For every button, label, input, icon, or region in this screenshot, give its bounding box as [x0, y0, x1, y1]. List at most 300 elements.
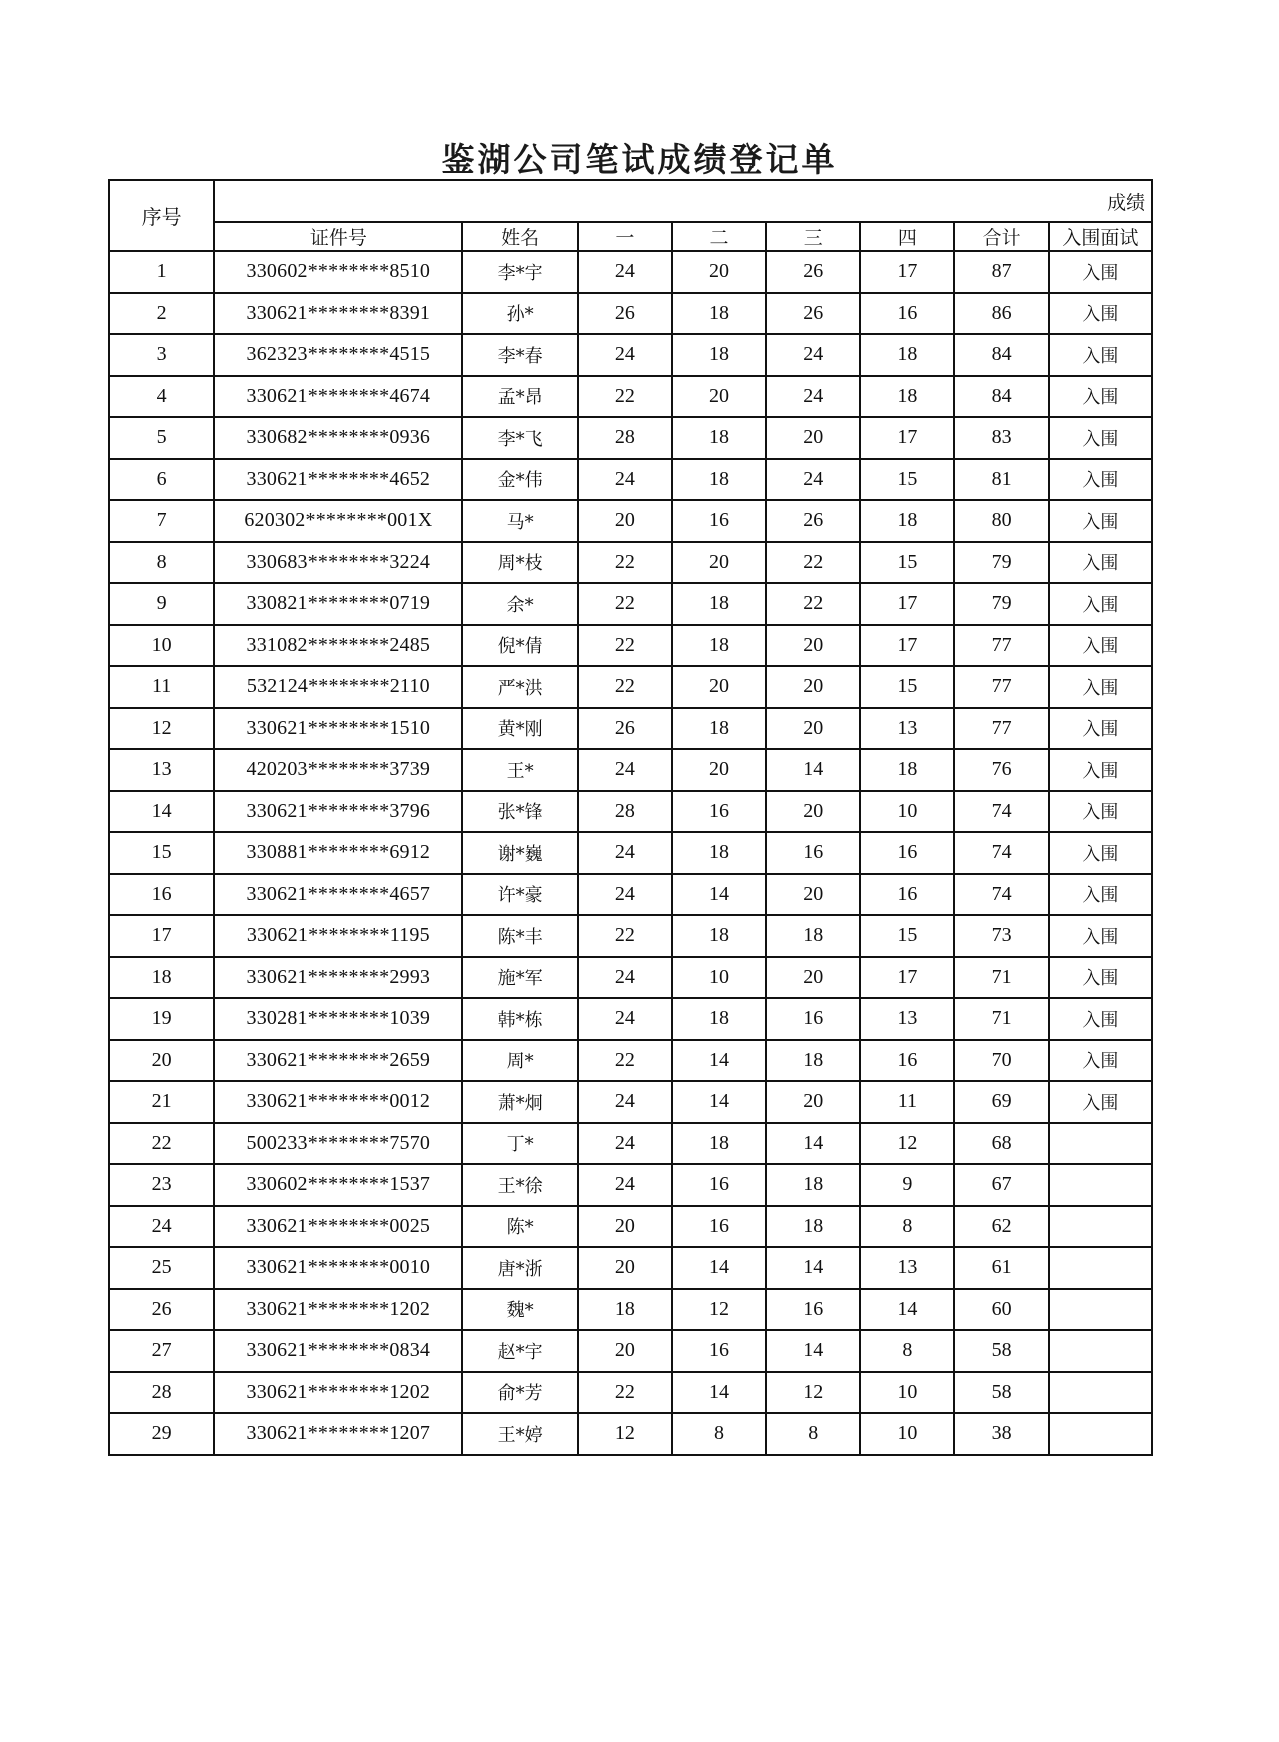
cell-q4: 8 [860, 1330, 954, 1372]
cell-q2: 16 [672, 791, 766, 833]
cell-q2: 14 [672, 1040, 766, 1082]
cell-total: 79 [954, 583, 1048, 625]
header-q3: 三 [766, 222, 860, 251]
cell-q1: 26 [578, 293, 672, 335]
cell-id: 330621********8391 [214, 293, 462, 335]
cell-q4: 17 [860, 625, 954, 667]
cell-q4: 12 [860, 1123, 954, 1165]
table-row [109, 1289, 1152, 1331]
cell-seq: 4 [109, 376, 214, 418]
cell-q1: 28 [578, 417, 672, 459]
cell-q1: 24 [578, 1081, 672, 1123]
cell-q2: 14 [672, 1372, 766, 1414]
cell-total: 79 [954, 542, 1048, 584]
cell-seq: 13 [109, 749, 214, 791]
document-title: 鉴湖公司笔试成绩登记单 [441, 140, 838, 179]
table-row [109, 749, 1152, 791]
table-row [109, 1372, 1152, 1414]
cell-q1: 12 [578, 1413, 672, 1455]
cell-seq: 12 [109, 708, 214, 750]
cell-seq: 23 [109, 1164, 214, 1206]
cell-q4: 18 [860, 334, 954, 376]
cell-q1: 22 [578, 915, 672, 957]
cell-name: 孟*昂 [462, 376, 577, 418]
cell-seq: 17 [109, 915, 214, 957]
cell-q2: 18 [672, 417, 766, 459]
cell-q3: 20 [766, 957, 860, 999]
cell-total: 71 [954, 998, 1048, 1040]
cell-total: 81 [954, 459, 1048, 501]
cell-q4: 16 [860, 832, 954, 874]
cell-id: 330621********3796 [214, 791, 462, 833]
table-row [109, 915, 1152, 957]
cell-name: 许*豪 [462, 874, 577, 916]
cell-total: 69 [954, 1081, 1048, 1123]
cell-status [1049, 1413, 1152, 1455]
cell-seq: 7 [109, 500, 214, 542]
cell-status: 入围 [1049, 957, 1152, 999]
cell-total: 77 [954, 625, 1048, 667]
cell-id: 620302********001X [214, 500, 462, 542]
cell-q3: 20 [766, 417, 860, 459]
cell-status [1049, 1289, 1152, 1331]
cell-q3: 24 [766, 459, 860, 501]
cell-id: 330621********4652 [214, 459, 462, 501]
table-row [109, 1040, 1152, 1082]
cell-id: 330621********0012 [214, 1081, 462, 1123]
cell-total: 77 [954, 666, 1048, 708]
cell-q4: 9 [860, 1164, 954, 1206]
table-row [109, 1330, 1152, 1372]
cell-name: 严*洪 [462, 666, 577, 708]
cell-q2: 18 [672, 583, 766, 625]
cell-seq: 21 [109, 1081, 214, 1123]
cell-status [1049, 1164, 1152, 1206]
header-score-group-label: 成绩 [1107, 191, 1146, 214]
cell-q4: 14 [860, 1289, 954, 1331]
cell-total: 68 [954, 1123, 1048, 1165]
table-row [109, 666, 1152, 708]
cell-q1: 24 [578, 251, 672, 293]
cell-name: 黄*刚 [462, 708, 577, 750]
cell-q1: 22 [578, 625, 672, 667]
cell-q1: 20 [578, 500, 672, 542]
header-total: 合计 [954, 222, 1048, 251]
cell-total: 80 [954, 500, 1048, 542]
cell-q4: 18 [860, 500, 954, 542]
cell-name: 赵*宇 [462, 1330, 577, 1372]
cell-id: 330621********4657 [214, 874, 462, 916]
cell-seq: 11 [109, 666, 214, 708]
cell-status: 入围 [1049, 874, 1152, 916]
cell-q3: 26 [766, 293, 860, 335]
cell-q3: 8 [766, 1413, 860, 1455]
cell-q1: 22 [578, 1372, 672, 1414]
cell-q4: 13 [860, 998, 954, 1040]
cell-q2: 10 [672, 957, 766, 999]
cell-total: 84 [954, 334, 1048, 376]
table-row [109, 1081, 1152, 1123]
cell-id: 330281********1039 [214, 998, 462, 1040]
cell-name: 孙* [462, 293, 577, 335]
cell-q2: 16 [672, 500, 766, 542]
cell-q3: 22 [766, 583, 860, 625]
cell-q4: 17 [860, 251, 954, 293]
cell-status: 入围 [1049, 749, 1152, 791]
cell-q2: 20 [672, 376, 766, 418]
cell-q1: 24 [578, 459, 672, 501]
cell-q2: 14 [672, 1247, 766, 1289]
cell-q3: 18 [766, 1206, 860, 1248]
cell-total: 74 [954, 832, 1048, 874]
header-seq: 序号 [109, 180, 214, 251]
cell-id: 330621********0025 [214, 1206, 462, 1248]
cell-seq: 27 [109, 1330, 214, 1372]
cell-id: 330602********1537 [214, 1164, 462, 1206]
cell-q3: 14 [766, 1123, 860, 1165]
cell-q3: 18 [766, 1040, 860, 1082]
cell-seq: 8 [109, 542, 214, 584]
cell-seq: 1 [109, 251, 214, 293]
cell-q4: 15 [860, 666, 954, 708]
cell-q1: 22 [578, 1040, 672, 1082]
cell-q2: 18 [672, 998, 766, 1040]
cell-q3: 24 [766, 376, 860, 418]
cell-name: 唐*浙 [462, 1247, 577, 1289]
cell-name: 王*婷 [462, 1413, 577, 1455]
cell-q2: 18 [672, 334, 766, 376]
cell-q4: 17 [860, 583, 954, 625]
cell-name: 金*伟 [462, 459, 577, 501]
table-row [109, 1413, 1152, 1455]
cell-q1: 18 [578, 1289, 672, 1331]
table-row [109, 293, 1152, 335]
score-table [108, 179, 1153, 1456]
cell-q4: 17 [860, 417, 954, 459]
cell-q1: 24 [578, 832, 672, 874]
cell-q3: 20 [766, 1081, 860, 1123]
cell-q1: 20 [578, 1247, 672, 1289]
table-row [109, 998, 1152, 1040]
cell-seq: 28 [109, 1372, 214, 1414]
cell-q3: 18 [766, 915, 860, 957]
cell-status: 入围 [1049, 1040, 1152, 1082]
cell-status [1049, 1247, 1152, 1289]
header-name: 姓名 [462, 222, 577, 251]
cell-q3: 14 [766, 1247, 860, 1289]
table-row [109, 583, 1152, 625]
cell-id: 330621********0010 [214, 1247, 462, 1289]
cell-id: 330602********8510 [214, 251, 462, 293]
cell-id: 330621********1202 [214, 1372, 462, 1414]
cell-q2: 14 [672, 874, 766, 916]
cell-q2: 14 [672, 1081, 766, 1123]
cell-id: 330621********2993 [214, 957, 462, 999]
cell-q1: 22 [578, 583, 672, 625]
cell-status: 入围 [1049, 542, 1152, 584]
cell-q4: 10 [860, 791, 954, 833]
cell-name: 萧*炯 [462, 1081, 577, 1123]
header-q4: 四 [860, 222, 954, 251]
cell-q2: 18 [672, 1123, 766, 1165]
cell-q3: 16 [766, 998, 860, 1040]
cell-q3: 24 [766, 334, 860, 376]
cell-id: 330881********6912 [214, 832, 462, 874]
cell-q2: 20 [672, 251, 766, 293]
cell-total: 87 [954, 251, 1048, 293]
table-row [109, 542, 1152, 584]
cell-q2: 16 [672, 1164, 766, 1206]
cell-q1: 22 [578, 542, 672, 584]
cell-q4: 10 [860, 1372, 954, 1414]
cell-q3: 20 [766, 708, 860, 750]
cell-status: 入围 [1049, 791, 1152, 833]
cell-total: 61 [954, 1247, 1048, 1289]
table-header [109, 180, 1152, 251]
cell-status: 入围 [1049, 583, 1152, 625]
cell-q3: 18 [766, 1164, 860, 1206]
table-row [109, 1206, 1152, 1248]
cell-q2: 18 [672, 625, 766, 667]
table-body [109, 251, 1152, 1455]
table-row [109, 1164, 1152, 1206]
cell-q4: 15 [860, 459, 954, 501]
cell-name: 马* [462, 500, 577, 542]
table-row [109, 417, 1152, 459]
cell-status: 入围 [1049, 251, 1152, 293]
cell-status: 入围 [1049, 293, 1152, 335]
header-status: 入围面试 [1049, 222, 1152, 251]
cell-name: 俞*芳 [462, 1372, 577, 1414]
cell-status: 入围 [1049, 500, 1152, 542]
cell-q1: 22 [578, 666, 672, 708]
cell-q2: 18 [672, 915, 766, 957]
cell-name: 陈* [462, 1206, 577, 1248]
cell-q1: 22 [578, 376, 672, 418]
cell-name: 张*锋 [462, 791, 577, 833]
cell-q3: 14 [766, 749, 860, 791]
cell-seq: 20 [109, 1040, 214, 1082]
cell-total: 74 [954, 791, 1048, 833]
cell-q1: 24 [578, 1123, 672, 1165]
table-row [109, 625, 1152, 667]
cell-name: 王*徐 [462, 1164, 577, 1206]
cell-id: 330621********1202 [214, 1289, 462, 1331]
cell-q2: 20 [672, 749, 766, 791]
header-score-group [214, 180, 1152, 222]
table-row [109, 957, 1152, 999]
cell-id: 330682********0936 [214, 417, 462, 459]
table-row [109, 334, 1152, 376]
cell-q4: 17 [860, 957, 954, 999]
cell-q1: 26 [578, 708, 672, 750]
cell-name: 李*春 [462, 334, 577, 376]
cell-status: 入围 [1049, 459, 1152, 501]
cell-status: 入围 [1049, 832, 1152, 874]
cell-total: 71 [954, 957, 1048, 999]
cell-total: 84 [954, 376, 1048, 418]
cell-status: 入围 [1049, 708, 1152, 750]
cell-status: 入围 [1049, 417, 1152, 459]
table-row [109, 459, 1152, 501]
cell-q2: 20 [672, 666, 766, 708]
cell-seq: 15 [109, 832, 214, 874]
cell-name: 韩*栋 [462, 998, 577, 1040]
header-id: 证件号 [214, 222, 462, 251]
cell-id: 330683********3224 [214, 542, 462, 584]
table-row [109, 832, 1152, 874]
cell-id: 420203********3739 [214, 749, 462, 791]
cell-q4: 16 [860, 874, 954, 916]
cell-q3: 16 [766, 1289, 860, 1331]
cell-q1: 20 [578, 1330, 672, 1372]
cell-total: 62 [954, 1206, 1048, 1248]
cell-status: 入围 [1049, 376, 1152, 418]
table-row [109, 708, 1152, 750]
cell-total: 58 [954, 1330, 1048, 1372]
cell-q4: 13 [860, 708, 954, 750]
cell-name: 倪*倩 [462, 625, 577, 667]
cell-name: 谢*巍 [462, 832, 577, 874]
table-row [109, 376, 1152, 418]
cell-total: 77 [954, 708, 1048, 750]
cell-name: 施*军 [462, 957, 577, 999]
cell-q2: 18 [672, 293, 766, 335]
cell-id: 330621********4674 [214, 376, 462, 418]
cell-id: 331082********2485 [214, 625, 462, 667]
cell-name: 丁* [462, 1123, 577, 1165]
cell-q3: 20 [766, 874, 860, 916]
cell-id: 532124********2110 [214, 666, 462, 708]
table-row [109, 791, 1152, 833]
cell-q3: 26 [766, 500, 860, 542]
cell-q2: 16 [672, 1206, 766, 1248]
cell-q2: 8 [672, 1413, 766, 1455]
header-q2: 二 [672, 222, 766, 251]
cell-q2: 20 [672, 542, 766, 584]
cell-q3: 14 [766, 1330, 860, 1372]
cell-seq: 14 [109, 791, 214, 833]
cell-seq: 19 [109, 998, 214, 1040]
cell-q1: 24 [578, 334, 672, 376]
cell-q4: 16 [860, 293, 954, 335]
cell-seq: 5 [109, 417, 214, 459]
cell-status [1049, 1123, 1152, 1165]
cell-total: 60 [954, 1289, 1048, 1331]
cell-q1: 24 [578, 749, 672, 791]
cell-q4: 15 [860, 915, 954, 957]
cell-q2: 16 [672, 1330, 766, 1372]
cell-q3: 20 [766, 791, 860, 833]
cell-status: 入围 [1049, 625, 1152, 667]
cell-name: 李*宇 [462, 251, 577, 293]
cell-name: 王* [462, 749, 577, 791]
cell-id: 500233********7570 [214, 1123, 462, 1165]
cell-id: 330621********0834 [214, 1330, 462, 1372]
cell-q2: 18 [672, 832, 766, 874]
cell-q3: 22 [766, 542, 860, 584]
cell-total: 74 [954, 874, 1048, 916]
cell-total: 83 [954, 417, 1048, 459]
cell-q2: 18 [672, 459, 766, 501]
cell-q3: 20 [766, 666, 860, 708]
cell-q1: 24 [578, 998, 672, 1040]
table-row [109, 500, 1152, 542]
table-row [109, 874, 1152, 916]
cell-name: 周* [462, 1040, 577, 1082]
cell-q1: 24 [578, 1164, 672, 1206]
cell-q4: 16 [860, 1040, 954, 1082]
cell-q4: 11 [860, 1081, 954, 1123]
cell-total: 86 [954, 293, 1048, 335]
cell-seq: 26 [109, 1289, 214, 1331]
cell-q4: 13 [860, 1247, 954, 1289]
cell-total: 38 [954, 1413, 1048, 1455]
cell-status [1049, 1206, 1152, 1248]
cell-status: 入围 [1049, 334, 1152, 376]
cell-seq: 29 [109, 1413, 214, 1455]
cell-name: 余* [462, 583, 577, 625]
cell-id: 330621********1207 [214, 1413, 462, 1455]
cell-q3: 12 [766, 1372, 860, 1414]
cell-seq: 18 [109, 957, 214, 999]
cell-status: 入围 [1049, 1081, 1152, 1123]
cell-seq: 3 [109, 334, 214, 376]
cell-id: 330621********2659 [214, 1040, 462, 1082]
cell-status: 入围 [1049, 666, 1152, 708]
cell-seq: 6 [109, 459, 214, 501]
cell-q4: 15 [860, 542, 954, 584]
header-q1: 一 [578, 222, 672, 251]
cell-name: 周*枝 [462, 542, 577, 584]
cell-name: 魏* [462, 1289, 577, 1331]
cell-q3: 16 [766, 832, 860, 874]
table-row [109, 1123, 1152, 1165]
cell-seq: 16 [109, 874, 214, 916]
cell-q1: 24 [578, 957, 672, 999]
cell-id: 362323********4515 [214, 334, 462, 376]
cell-status: 入围 [1049, 998, 1152, 1040]
cell-id: 330621********1510 [214, 708, 462, 750]
cell-q3: 26 [766, 251, 860, 293]
cell-name: 陈*丰 [462, 915, 577, 957]
cell-id: 330821********0719 [214, 583, 462, 625]
cell-q1: 24 [578, 874, 672, 916]
cell-seq: 2 [109, 293, 214, 335]
cell-id: 330621********1195 [214, 915, 462, 957]
cell-q2: 18 [672, 708, 766, 750]
cell-seq: 24 [109, 1206, 214, 1248]
cell-seq: 25 [109, 1247, 214, 1289]
cell-q4: 18 [860, 376, 954, 418]
cell-total: 67 [954, 1164, 1048, 1206]
cell-q3: 20 [766, 625, 860, 667]
cell-seq: 10 [109, 625, 214, 667]
cell-q4: 10 [860, 1413, 954, 1455]
table-row [109, 251, 1152, 293]
cell-status [1049, 1330, 1152, 1372]
cell-status: 入围 [1049, 915, 1152, 957]
cell-q1: 28 [578, 791, 672, 833]
cell-q4: 18 [860, 749, 954, 791]
cell-total: 70 [954, 1040, 1048, 1082]
cell-seq: 22 [109, 1123, 214, 1165]
cell-q2: 12 [672, 1289, 766, 1331]
cell-total: 76 [954, 749, 1048, 791]
cell-q4: 8 [860, 1206, 954, 1248]
cell-seq: 9 [109, 583, 214, 625]
cell-q1: 20 [578, 1206, 672, 1248]
